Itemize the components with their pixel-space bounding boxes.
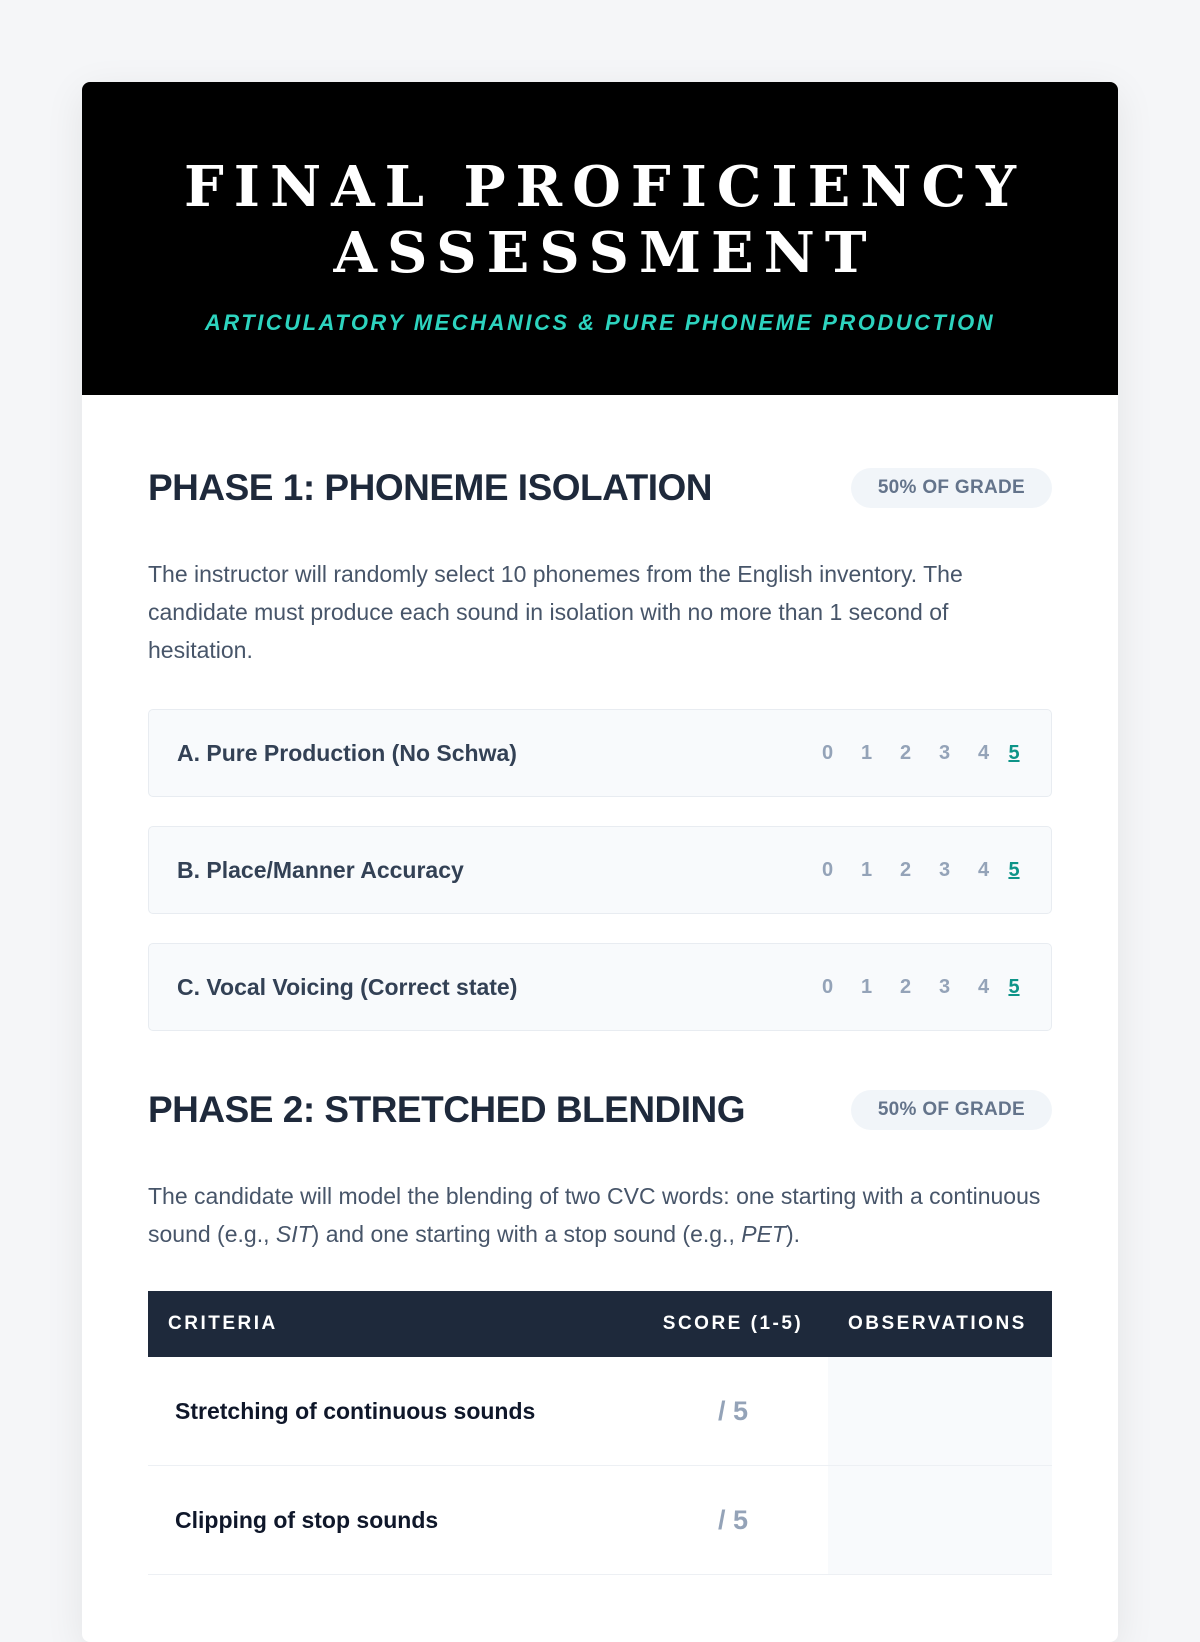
score-option-1[interactable]: 1 [860, 741, 873, 764]
score-option-5-selected[interactable]: 5 [1008, 741, 1020, 764]
page-subtitle: ARTICULATORY MECHANICS & PURE PHONEME PRODUCTION [204, 310, 996, 335]
table-row [148, 1357, 1052, 1466]
description-text: The candidate will model the blending of two CVC words: one starting with a continuous sound (e.g., [148, 1183, 1041, 1247]
score-option-2[interactable]: 2 [899, 975, 912, 998]
phase2-grade-badge: 50% OF GRADE [851, 1090, 1052, 1130]
criteria-label: C. Vocal Voicing (Correct state) [177, 973, 518, 1000]
score-option-4[interactable]: 4 [977, 741, 990, 764]
description-text: ) and one starting with a stop sound (e.g., [311, 1221, 742, 1247]
score-cell[interactable]: / 5 [638, 1357, 828, 1466]
phase2-header [148, 1089, 1052, 1131]
description-text: ). [785, 1221, 801, 1247]
score-option-1[interactable]: 1 [860, 858, 873, 881]
score-option-5-selected[interactable]: 5 [1008, 858, 1020, 881]
phase1-criteria-list [148, 709, 1052, 1031]
criteria-row [148, 826, 1052, 914]
criteria-row [148, 943, 1052, 1031]
score-option-0[interactable]: 0 [821, 858, 834, 881]
score-option-2[interactable]: 2 [899, 858, 912, 881]
score-option-3[interactable]: 3 [938, 741, 951, 764]
score-option-2[interactable]: 2 [899, 741, 912, 764]
score-option-0[interactable]: 0 [821, 975, 834, 998]
header-observations: OBSERVATIONS [828, 1291, 1052, 1357]
title-line-1: FINAL PROFICIENCY [183, 154, 1027, 220]
phase1-title: PHASE 1: PHONEME ISOLATION [148, 467, 712, 508]
score-option-3[interactable]: 3 [938, 975, 951, 998]
score-scale [808, 859, 1025, 882]
phase2-title: PHASE 2: STRETCHED BLENDING [148, 1089, 746, 1130]
table-header-row [148, 1291, 1052, 1357]
header-criteria: CRITERIA [148, 1291, 638, 1357]
assessment-card [82, 82, 1118, 1642]
score-scale [808, 742, 1025, 765]
main-content [82, 467, 1118, 1575]
score-option-0[interactable]: 0 [821, 741, 834, 764]
score-option-4[interactable]: 4 [977, 858, 990, 881]
score-option-3[interactable]: 3 [938, 858, 951, 881]
observations-cell[interactable] [828, 1466, 1052, 1575]
blending-score-table [148, 1291, 1052, 1575]
example-word-pet: PET [741, 1221, 786, 1247]
criteria-cell: Stretching of continuous sounds [148, 1357, 638, 1466]
phase1-grade-badge: 50% OF GRADE [851, 468, 1052, 508]
criteria-row [148, 709, 1052, 797]
title-line-2: ASSESSMENT [333, 220, 877, 286]
criteria-label: B. Place/Manner Accuracy [177, 856, 464, 883]
phase1-header [148, 467, 1052, 509]
example-word-sit: SIT [275, 1221, 312, 1247]
score-option-4[interactable]: 4 [977, 975, 990, 998]
score-cell[interactable]: / 5 [638, 1466, 828, 1575]
score-option-5-selected[interactable]: 5 [1008, 975, 1020, 998]
phase2-description [148, 1177, 1052, 1253]
header-score: SCORE (1-5) [638, 1291, 828, 1357]
page-title [82, 154, 1118, 286]
criteria-label: A. Pure Production (No Schwa) [177, 739, 517, 766]
score-scale [808, 976, 1025, 999]
criteria-cell: Clipping of stop sounds [148, 1466, 638, 1575]
score-option-1[interactable]: 1 [860, 975, 873, 998]
header-banner [82, 82, 1118, 395]
observations-cell[interactable] [828, 1357, 1052, 1466]
table-row [148, 1466, 1052, 1575]
phase1-description: The instructor will randomly select 10 phonemes from the English inventory. The candidate must produce each sound in isolation with no more than 1 second of hesitation. [148, 561, 963, 663]
